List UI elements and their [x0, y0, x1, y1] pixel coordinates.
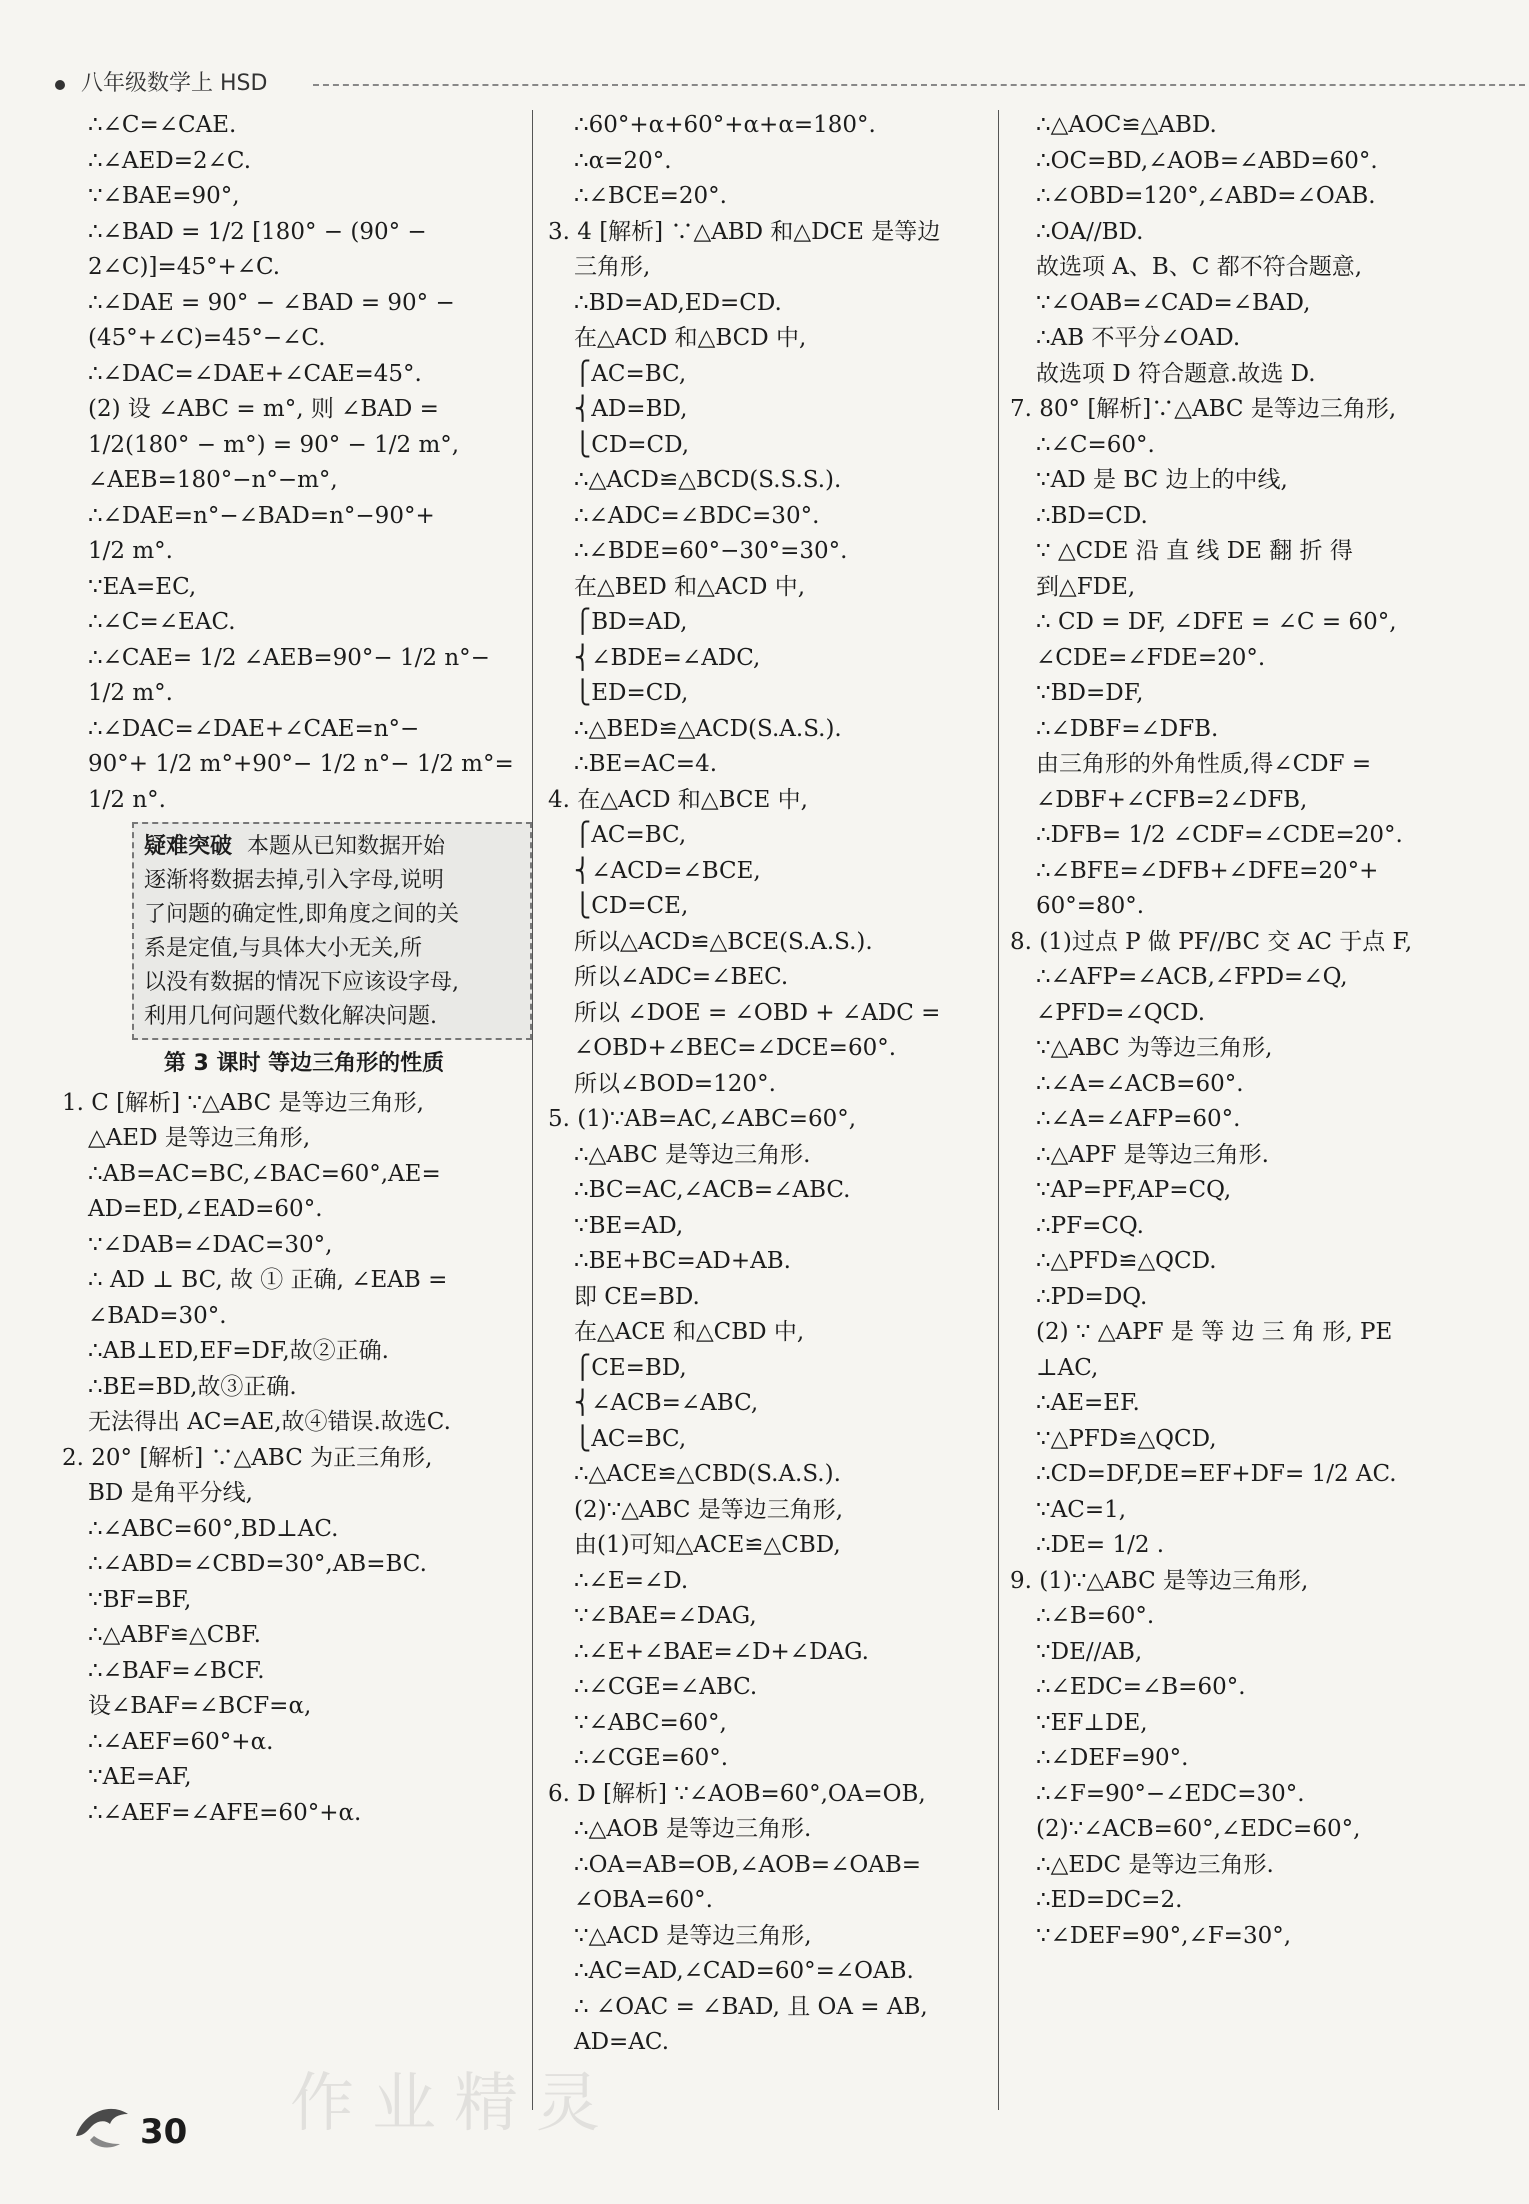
- text-line: 90°+ 1/2 m°+90°− 1/2 n°− 1/2 m°=: [88, 751, 514, 777]
- text-line: ∴∠C=∠CAE.: [88, 112, 237, 138]
- lesson-title: 第 3 课时 等边三角形的性质: [163, 1051, 445, 1076]
- text-line: 1/2 m°.: [88, 538, 173, 564]
- text-line: ∴△ABC 是等边三角形.: [574, 1141, 811, 1168]
- text-line: ∴AB=AC=BC,∠BAC=60°,AE=: [88, 1160, 441, 1187]
- text-line: 即 CE=BD.: [574, 1283, 700, 1310]
- text-line: 60°=80°.: [1036, 893, 1145, 919]
- text-line: ∵△ABC 为等边三角形,: [1036, 1035, 1273, 1061]
- text-line: ⎨∠ACB=∠ABC,: [574, 1390, 759, 1416]
- text-line: (2)∵△ABC 是等边三角形,: [574, 1496, 844, 1523]
- book-title: 八年级数学上 HSD: [81, 71, 268, 96]
- text-line: 9. (1)∵△ABC 是等边三角形,: [1010, 1567, 1309, 1594]
- text-line: ∴△PFD≌△QCD.: [1036, 1248, 1217, 1274]
- text-line: (2)∵∠ACB=60°,∠EDC=60°,: [1036, 1816, 1361, 1842]
- text-line: ∵BE=AD,: [574, 1212, 684, 1239]
- text-line: 7. 80° [解析]∵△ABC 是等边三角形,: [1010, 396, 1397, 422]
- text-line: 2. 20° [解析] ∵△ABC 为正三角形,: [62, 1444, 433, 1471]
- text-line: ∴BE=AC=4.: [574, 751, 718, 777]
- text-line: ∵AP=PF,AP=CQ,: [1036, 1177, 1232, 1203]
- text-line: ∴ CD = DF, ∠DFE = ∠C = 60°,: [1036, 609, 1397, 635]
- dolphin-icon: [70, 2096, 134, 2156]
- header-divider: [313, 84, 1525, 86]
- text-line: ⎩AC=BC,: [574, 1425, 687, 1452]
- text-line: 故选项 A、B、C 都不符合题意,: [1036, 254, 1363, 280]
- text-line: ∵∠DAB=∠DAC=30°,: [88, 1231, 333, 1258]
- text-line: ∴PD=DQ.: [1036, 1283, 1148, 1310]
- text-line: ∴∠CGE=∠ABC.: [574, 1674, 758, 1700]
- text-line: ∴∠E+∠BAE=∠D+∠DAG.: [574, 1638, 869, 1665]
- dot-icon: [55, 80, 65, 90]
- text-line: 无法得出 AC=AE,故④错误.故选C.: [88, 1409, 451, 1435]
- text-line: ∴∠CGE=60°.: [574, 1745, 729, 1771]
- text-line: ∠PFD=∠QCD.: [1036, 999, 1206, 1026]
- text-line: (2) ∵ △APF 是 等 边 三 角 形, PE: [1036, 1319, 1393, 1345]
- text-line: ∴∠BAD = 1/2 [180° − (90° −: [88, 218, 427, 245]
- text-line: 4. 在△ACD 和△BCE 中,: [548, 786, 808, 813]
- text-line: ∴DFB= 1/2 ∠CDF=∠CDE=20°.: [1036, 822, 1403, 848]
- text-line: ∴△ABF≌△CBF.: [88, 1622, 261, 1648]
- text-line: ∴BD=CD.: [1036, 502, 1148, 529]
- text-line: ∴△ACE≌△CBD(S.A.S.).: [574, 1461, 841, 1487]
- text-line: ∴BD=AD,ED=CD.: [574, 289, 782, 316]
- text-line: ∴∠A=∠ACB=60°.: [1036, 1070, 1244, 1097]
- column-divider: [998, 110, 999, 2110]
- text-line: ∴∠C=∠EAC.: [88, 609, 236, 635]
- text-line: ⎧CE=BD,: [574, 1354, 687, 1381]
- column-right: [1010, 108, 1510, 1954]
- text-line: ∴△AOC≌△ABD.: [1036, 112, 1217, 138]
- text-line: ∴∠DBF=∠DFB.: [1036, 715, 1219, 742]
- text-line: 8. (1)过点 P 做 PF//BC 交 AC 于点 F,: [1010, 928, 1413, 955]
- text-line: ∴△AOB 是等边三角形.: [574, 1816, 812, 1842]
- text-line: ⎨∠ACD=∠BCE,: [574, 857, 761, 884]
- text-line: ⎨∠BDE=∠ADC,: [574, 644, 761, 671]
- text-line: ⎧AC=BC,: [574, 822, 687, 848]
- text-line: ∴ED=DC=2.: [1036, 1887, 1183, 1913]
- text-line: ∴∠DAE=n°−∠BAD=n°−90°+: [88, 502, 435, 529]
- text-line: ∴∠BAF=∠BCF.: [88, 1657, 265, 1684]
- text-line: 5. (1)∵AB=AC,∠ABC=60°,: [548, 1106, 857, 1132]
- text-line: ∴∠CAE= 1/2 ∠AEB=90°− 1/2 n°−: [88, 644, 490, 671]
- text-line: 在△ACD 和△BCD 中,: [574, 325, 807, 351]
- text-line: ∴∠ABC=60°,BD⊥AC.: [88, 1515, 339, 1542]
- text-line: ∴△APF 是等边三角形.: [1036, 1141, 1269, 1168]
- text-line: 6. D [解析] ∵∠AOB=60°,OA=OB,: [548, 1780, 926, 1807]
- text-line: ∴△EDC 是等边三角形.: [1036, 1851, 1274, 1878]
- text-line: ⊥AC,: [1036, 1354, 1099, 1381]
- text-line: ∴BE=BD,故③正确.: [88, 1373, 297, 1400]
- text-line: ∴∠ABD=∠CBD=30°,AB=BC.: [88, 1551, 427, 1577]
- text-line: ∴α=20°.: [574, 147, 672, 174]
- text-line: 设∠BAF=∠BCF=α,: [88, 1693, 312, 1719]
- text-line: 所以 ∠DOE = ∠OBD + ∠ADC =: [574, 999, 941, 1026]
- text-line: 1/2 m°.: [88, 680, 173, 706]
- text-line: ∴∠BCE=20°.: [574, 183, 727, 209]
- text-line: ∵∠OAB=∠CAD=∠BAD,: [1036, 289, 1311, 316]
- text-line: (45°+∠C)=45°−∠C.: [88, 325, 326, 351]
- text-line: ∴AE=EF.: [1036, 1390, 1140, 1416]
- text-line: ∵EA=EC,: [88, 573, 197, 600]
- watermark: 作业精灵: [290, 2067, 618, 2141]
- text-line: ⎧AC=BC,: [574, 360, 687, 387]
- text-line: 2∠C)]=45°+∠C.: [88, 254, 281, 280]
- text-line: ∴BE+BC=AD+AB.: [574, 1248, 791, 1274]
- text-line: ⎩CD=CD,: [574, 431, 690, 458]
- text-line: ∴OA//BD.: [1036, 218, 1144, 245]
- tip-line: 本题从已知数据开始: [247, 834, 446, 859]
- text-line: ∵∠ABC=60°,: [574, 1709, 727, 1736]
- text-line: ∵△ACD 是等边三角形,: [574, 1922, 812, 1949]
- tip-line: 了问题的确定性,即角度之间的关: [144, 902, 459, 927]
- tip-line: 以没有数据的情况下应该设字母,: [144, 970, 459, 995]
- text-line: ∴∠DEF=90°.: [1036, 1745, 1189, 1771]
- text-line: 在△ACE 和△CBD 中,: [574, 1319, 805, 1345]
- text-line: ∴ ∠OAC = ∠BAD, 且 OA = AB,: [574, 1993, 928, 2020]
- text-line: ∴OC=BD,∠AOB=∠ABD=60°.: [1036, 147, 1378, 174]
- text-line: ⎨AD=BD,: [574, 396, 688, 422]
- text-line: ∴△ACD≌△BCD(S.S.S.).: [574, 467, 842, 493]
- text-line: ∴∠E=∠D.: [574, 1567, 689, 1594]
- text-line: ∴∠BDE=60°−30°=30°.: [574, 538, 848, 564]
- text-line: 到△FDE,: [1036, 573, 1136, 600]
- text-line: (2) 设 ∠ABC = m°, 则 ∠BAD =: [88, 396, 439, 422]
- text-line: ∴AC=AD,∠CAD=60°=∠OAB.: [574, 1958, 914, 1984]
- text-line: 故选项 D 符合题意.故选 D.: [1036, 360, 1316, 387]
- text-line: △AED 是等边三角形,: [88, 1125, 311, 1151]
- text-line: ∠OBD+∠BEC=∠DCE=60°.: [574, 1035, 897, 1061]
- text-line: ∴∠AEF=∠AFE=60°+α.: [88, 1799, 362, 1826]
- text-line: 3. 4 [解析] ∵△ABD 和△DCE 是等边: [548, 218, 941, 245]
- text-line: ∵AD 是 BC 边上的中线,: [1036, 467, 1288, 493]
- text-line: ∠AEB=180°−n°−m°,: [88, 467, 338, 493]
- text-line: ∴∠DAE = 90° − ∠BAD = 90° −: [88, 289, 455, 316]
- text-line: ∵DE//AB,: [1036, 1638, 1143, 1665]
- text-line: ∠CDE=∠FDE=20°.: [1036, 644, 1266, 671]
- text-line: ∴CD=DF,DE=EF+DF= 1/2 AC.: [1036, 1461, 1397, 1487]
- text-line: ∴∠AFP=∠ACB,∠FPD=∠Q,: [1036, 964, 1348, 990]
- text-line: ∵∠BAE=90°,: [88, 183, 240, 209]
- tip-line: 系是定值,与具体大小无关,所: [144, 936, 422, 961]
- text-line: ∴∠A=∠AFP=60°.: [1036, 1106, 1241, 1132]
- text-line: ∴60°+α+60°+α+α=180°.: [574, 112, 876, 138]
- page-header: [55, 66, 1525, 106]
- text-line: ∴∠ADC=∠BDC=30°.: [574, 502, 820, 529]
- text-line: ∵AC=1,: [1036, 1496, 1127, 1523]
- text-line: ∴∠AED=2∠C.: [88, 147, 252, 174]
- column-left: [62, 108, 520, 1831]
- text-line: ∴∠BFE=∠DFB+∠DFE=20°+: [1036, 857, 1379, 884]
- text-line: ∴∠B=60°.: [1036, 1603, 1155, 1629]
- text-line: ∴DE= 1/2 .: [1036, 1532, 1165, 1558]
- text-line: ∠BAD=30°.: [88, 1302, 227, 1329]
- text-line: ∵∠DEF=90°,∠F=30°,: [1036, 1922, 1292, 1949]
- text-line: ∴∠AEF=60°+α.: [88, 1728, 274, 1755]
- text-line: 在△BED 和△ACD 中,: [574, 573, 806, 600]
- text-line: 1/2 n°.: [88, 786, 166, 813]
- text-line: AD=ED,∠EAD=60°.: [88, 1196, 323, 1222]
- text-line: ∵ △CDE 沿 直 线 DE 翻 折 得: [1036, 538, 1353, 564]
- text-line: ∵△PFD≌△QCD,: [1036, 1425, 1217, 1452]
- text-line: 1/2(180° − m°) = 90° − 1/2 m°,: [88, 431, 460, 458]
- text-line: ∴△BED≌△ACD(S.A.S.).: [574, 715, 842, 742]
- tip-line: 利用几何问题代数化解决问题.: [144, 1004, 437, 1029]
- text-line: ∴AB 不平分∠OAD.: [1036, 325, 1241, 351]
- text-line: ∴∠C=60°.: [1036, 431, 1155, 458]
- text-line: ∴∠F=90°−∠EDC=30°.: [1036, 1780, 1305, 1807]
- page-number: 30: [140, 2112, 188, 2152]
- text-line: ⎩ED=CD,: [574, 680, 689, 706]
- text-line: BD 是角平分线,: [88, 1480, 253, 1506]
- text-line: 所以△ACD≌△BCE(S.A.S.).: [574, 928, 873, 955]
- text-line: ∴BC=AC,∠ACB=∠ABC.: [574, 1177, 851, 1203]
- column-divider: [532, 110, 533, 2110]
- text-line: ∴OA=AB=OB,∠AOB=∠OAB=: [574, 1851, 922, 1878]
- text-line: ⎧BD=AD,: [574, 609, 688, 635]
- text-line: ∵BF=BF,: [88, 1586, 192, 1613]
- text-line: ∴∠EDC=∠B=60°.: [1036, 1674, 1246, 1700]
- text-line: ∴∠DAC=∠DAE+∠CAE=n°−: [88, 715, 420, 742]
- text-line: ∵∠BAE=∠DAG,: [574, 1603, 757, 1629]
- text-line: 三角形,: [574, 254, 651, 280]
- text-line: 1. C [解析] ∵△ABC 是等边三角形,: [62, 1089, 424, 1116]
- text-line: ∴∠OBD=120°,∠ABD=∠OAB.: [1036, 183, 1376, 209]
- tip-heading: 疑难突破: [144, 834, 233, 859]
- text-line: 所以∠ADC=∠BEC.: [574, 964, 789, 990]
- text-line: 由(1)可知△ACE≌△CBD,: [574, 1532, 841, 1558]
- text-line: ∴∠DAC=∠DAE+∠CAE=45°.: [88, 360, 422, 387]
- text-line: ∠OBA=60°.: [574, 1887, 713, 1913]
- text-line: ⎩CD=CE,: [574, 893, 689, 919]
- text-line: ∴PF=CQ.: [1036, 1212, 1144, 1239]
- text-line: ∴AB⊥ED,EF=DF,故②正确.: [88, 1338, 389, 1364]
- text-line: AD=AC.: [574, 2029, 670, 2055]
- text-line: ∵EF⊥DE,: [1036, 1709, 1148, 1736]
- text-line: ∴ AD ⊥ BC, 故 ① 正确, ∠EAB =: [88, 1267, 448, 1293]
- tip-line: 逐渐将数据去掉,引入字母,说明: [144, 868, 444, 893]
- column-middle: [548, 108, 988, 2061]
- text-line: ∵AE=AF,: [88, 1764, 192, 1790]
- text-line: ∠DBF+∠CFB=2∠DFB,: [1036, 786, 1308, 813]
- tip-box: [132, 822, 532, 1040]
- text-line: ∵BD=DF,: [1036, 680, 1144, 706]
- text-line: 所以∠BOD=120°.: [574, 1070, 776, 1097]
- text-line: 由三角形的外角性质,得∠CDF =: [1036, 751, 1372, 777]
